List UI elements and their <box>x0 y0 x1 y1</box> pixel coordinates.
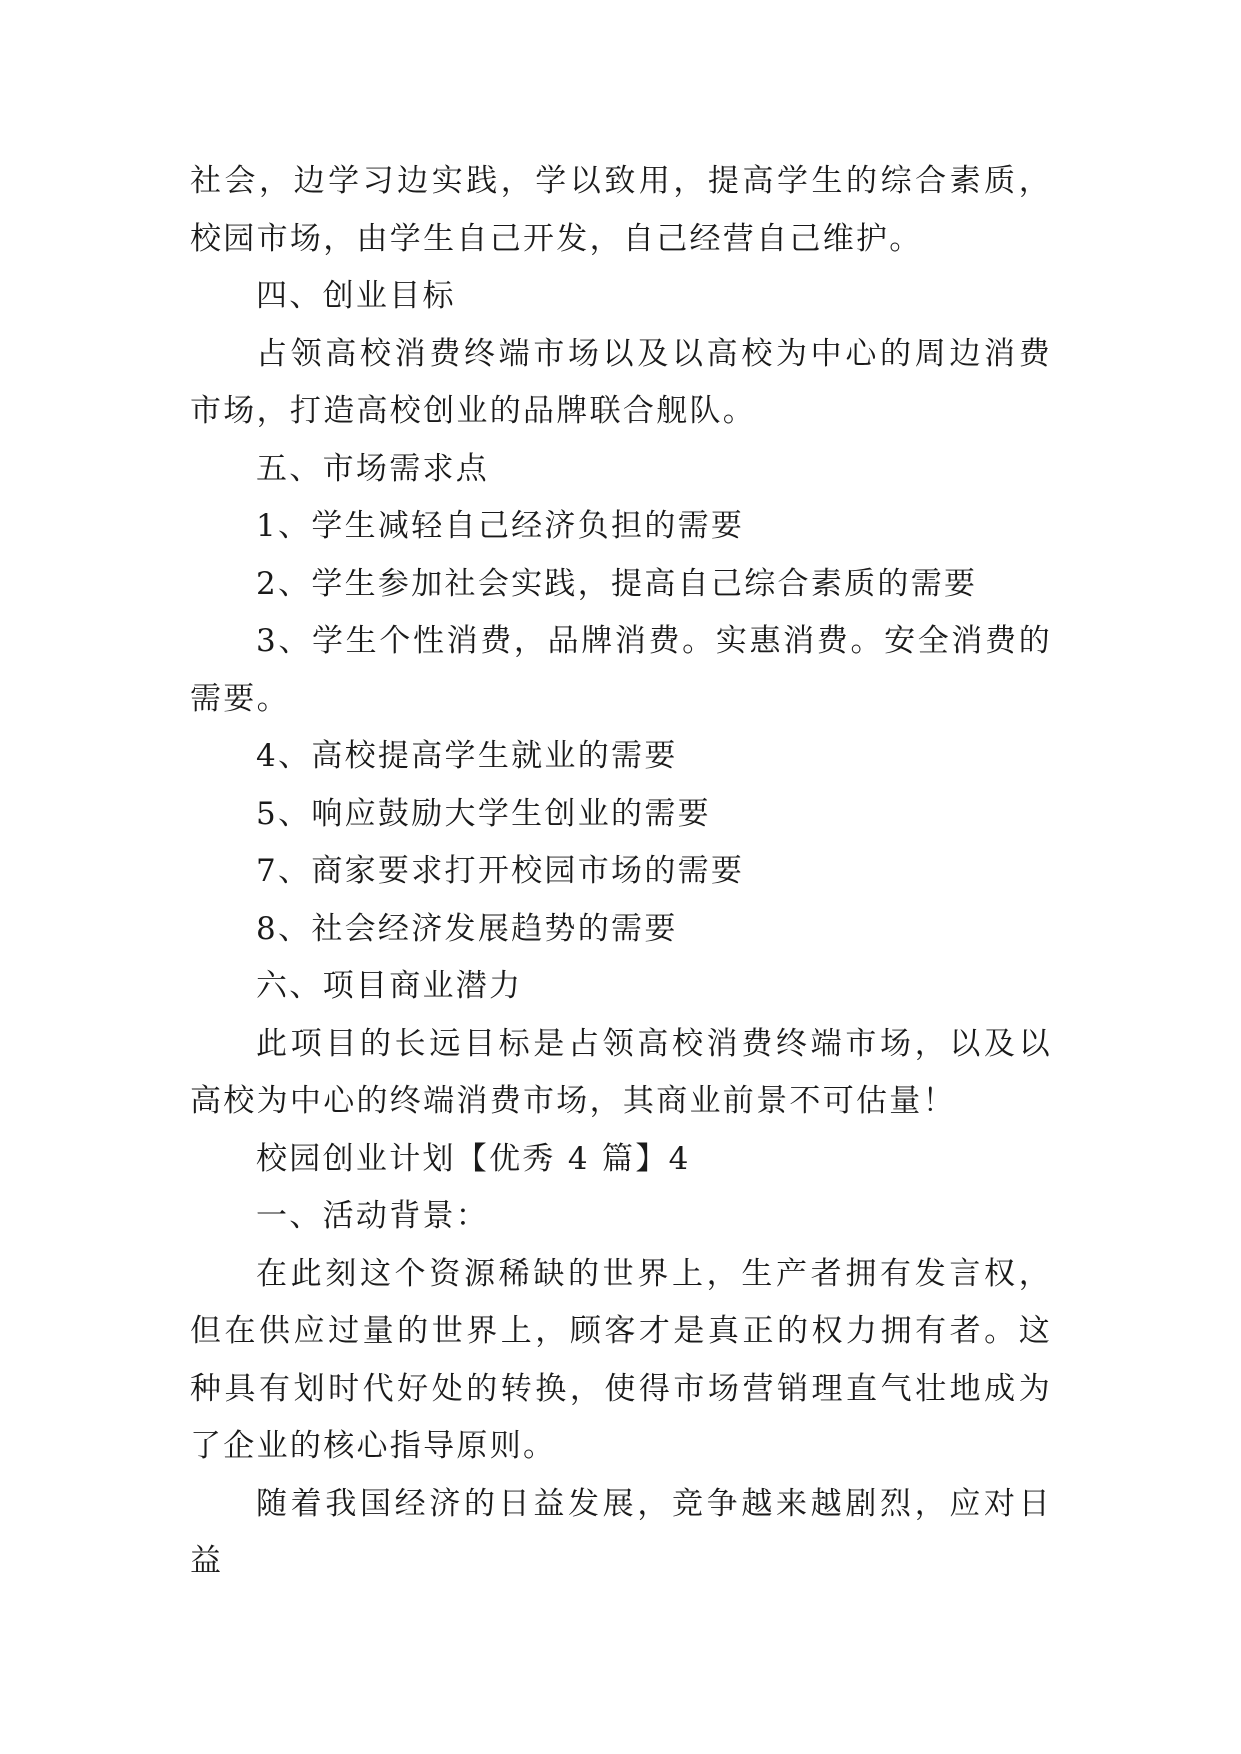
paragraph-background-2: 随着我国经济的日益发展，竞争越来越剧烈，应对日益 <box>190 1485 1052 1579</box>
list-item-need-5: 5、响应鼓励大学生创业的需要 <box>256 795 711 832</box>
list-item-need-7: 7、商家要求打开校园市场的需要 <box>256 853 745 889</box>
list-item-need-8: 8、社会经济发展趋势的需要 <box>256 910 678 947</box>
article-title: 校园创业计划【优秀 4 篇】4 <box>256 1140 691 1177</box>
paragraph-potential: 此项目的长远目标是占领高校消费终端市场，以及以高校为中心的终端消费市场，其商业前景不可估量！ <box>190 1025 1052 1119</box>
list-item-need-2: 2、学生参加社会实践，提高自己综合素质的需要 <box>256 565 978 602</box>
section-heading-market-needs: 五、市场需求点 <box>256 450 490 487</box>
section-heading-potential: 六、项目商业潜力 <box>256 968 523 1004</box>
paragraph-goals: 占领高校消费终端市场以及以高校为中心的周边消费市场，打造高校创业的品牌联合舰队。 <box>190 335 1052 429</box>
list-item-need-4: 4、高校提高学生就业的需要 <box>256 738 678 774</box>
section-heading-goals: 四、创业目标 <box>256 278 456 314</box>
paragraph-continuation: 社会，边学习边实践，学以致用，提高学生的综合素质，校园市场，由学生自己开发，自己经营自己维护。 <box>190 163 1052 257</box>
list-item-need-3: 3、学生个性消费，品牌消费。实惠消费。安全消费的需要。 <box>190 623 1052 717</box>
list-item-need-1: 1、学生减轻自己经济负担的需要 <box>256 508 745 544</box>
paragraph-background-1: 在此刻这个资源稀缺的世界上，生产者拥有发言权，但在供应过量的世界上，顾客才是真正的权力拥有者。这种具有划时代好处的转换，使得市场营销理直气壮地成为了企业的核心指导原则。 <box>190 1255 1052 1464</box>
document-body <box>190 153 1052 1591</box>
section-heading-background: 一、活动背景： <box>256 1198 490 1234</box>
